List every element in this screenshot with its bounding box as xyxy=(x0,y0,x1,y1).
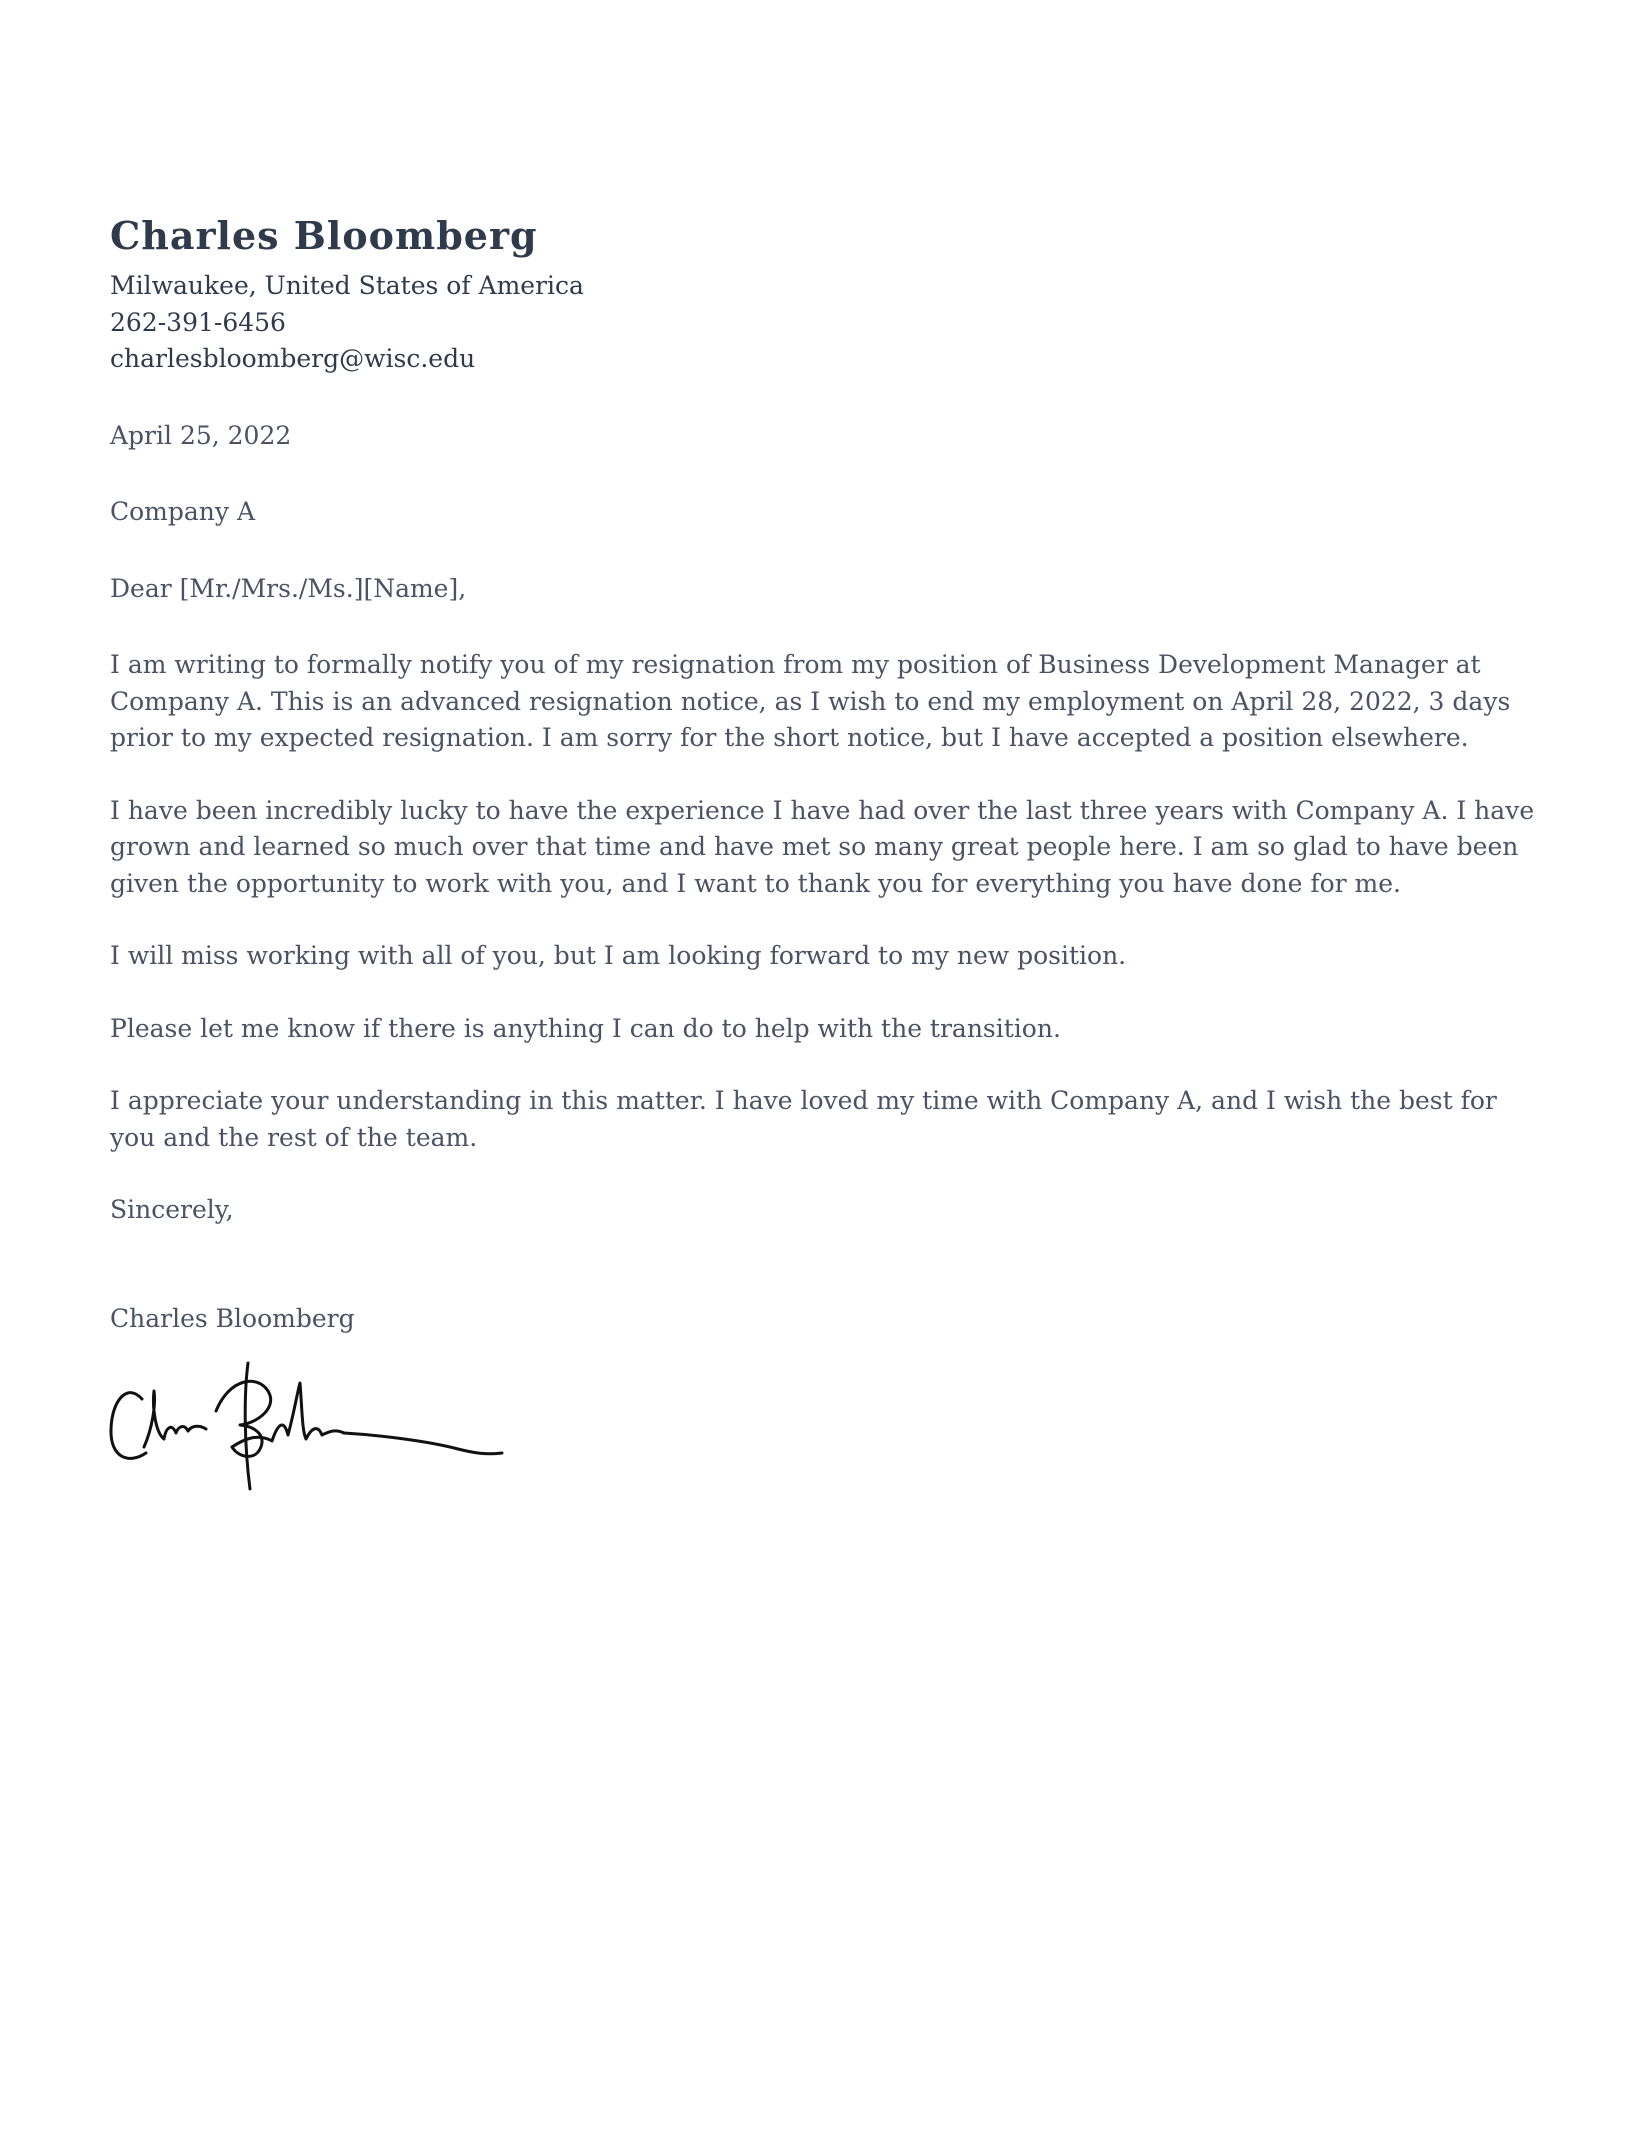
sender-location: Milwaukee, United States of America xyxy=(110,271,584,300)
salutation: Dear [Mr./Mrs./Ms.][Name], xyxy=(110,573,467,603)
body-paragraph-1: I am writing to formally notify you of my resignation from my position of Business Development Manager at Company A. This is an advanced resignation notice, as I wish to end my employment on April 28, 2022, 3 days prior to my expected resignation. I am sorry for the short notice, but I have accepted a position elsewhere. xyxy=(110,650,1511,752)
closing: Sincerely, xyxy=(110,1195,234,1224)
signature-stroke-h xyxy=(144,1391,206,1447)
body-paragraph-5: I appreciate your understanding in this matter. I have loved my time with Company A, and I wish the best for you and the rest of the team. xyxy=(110,1086,1497,1152)
letter-date: April 25, 2022 xyxy=(110,420,292,450)
signer-name: Charles Bloomberg xyxy=(110,1303,355,1333)
letter-content xyxy=(110,212,1540,1493)
body-paragraph-4: Please let me know if there is anything I can do to help with the transition. xyxy=(110,1013,1061,1043)
body-paragraph-3: I will miss working with all of you, but I am looking forward to my new position. xyxy=(110,941,1127,970)
body-paragraph-2: I have been incredibly lucky to have the experience I have had over the last three years with Company A. I have grown and learned so much over that time and have met so many great people here. I am so glad to have been given the opportunity to work with you, and I want to thank you for everything you have done for me. xyxy=(110,795,1535,898)
sender-name: Charles Bloomberg xyxy=(110,213,538,258)
signature-stroke-tail xyxy=(344,1433,502,1454)
sender-email: charlesbloomberg@wisc.edu xyxy=(110,344,476,373)
recipient-company: Company A xyxy=(110,497,256,526)
signature-icon xyxy=(108,1353,508,1493)
signature-stroke-c xyxy=(111,1393,146,1459)
sender-phone: 262-391-6456 xyxy=(110,307,286,337)
signature-stroke-mid xyxy=(232,1383,344,1447)
signature-stroke-b xyxy=(216,1381,271,1456)
